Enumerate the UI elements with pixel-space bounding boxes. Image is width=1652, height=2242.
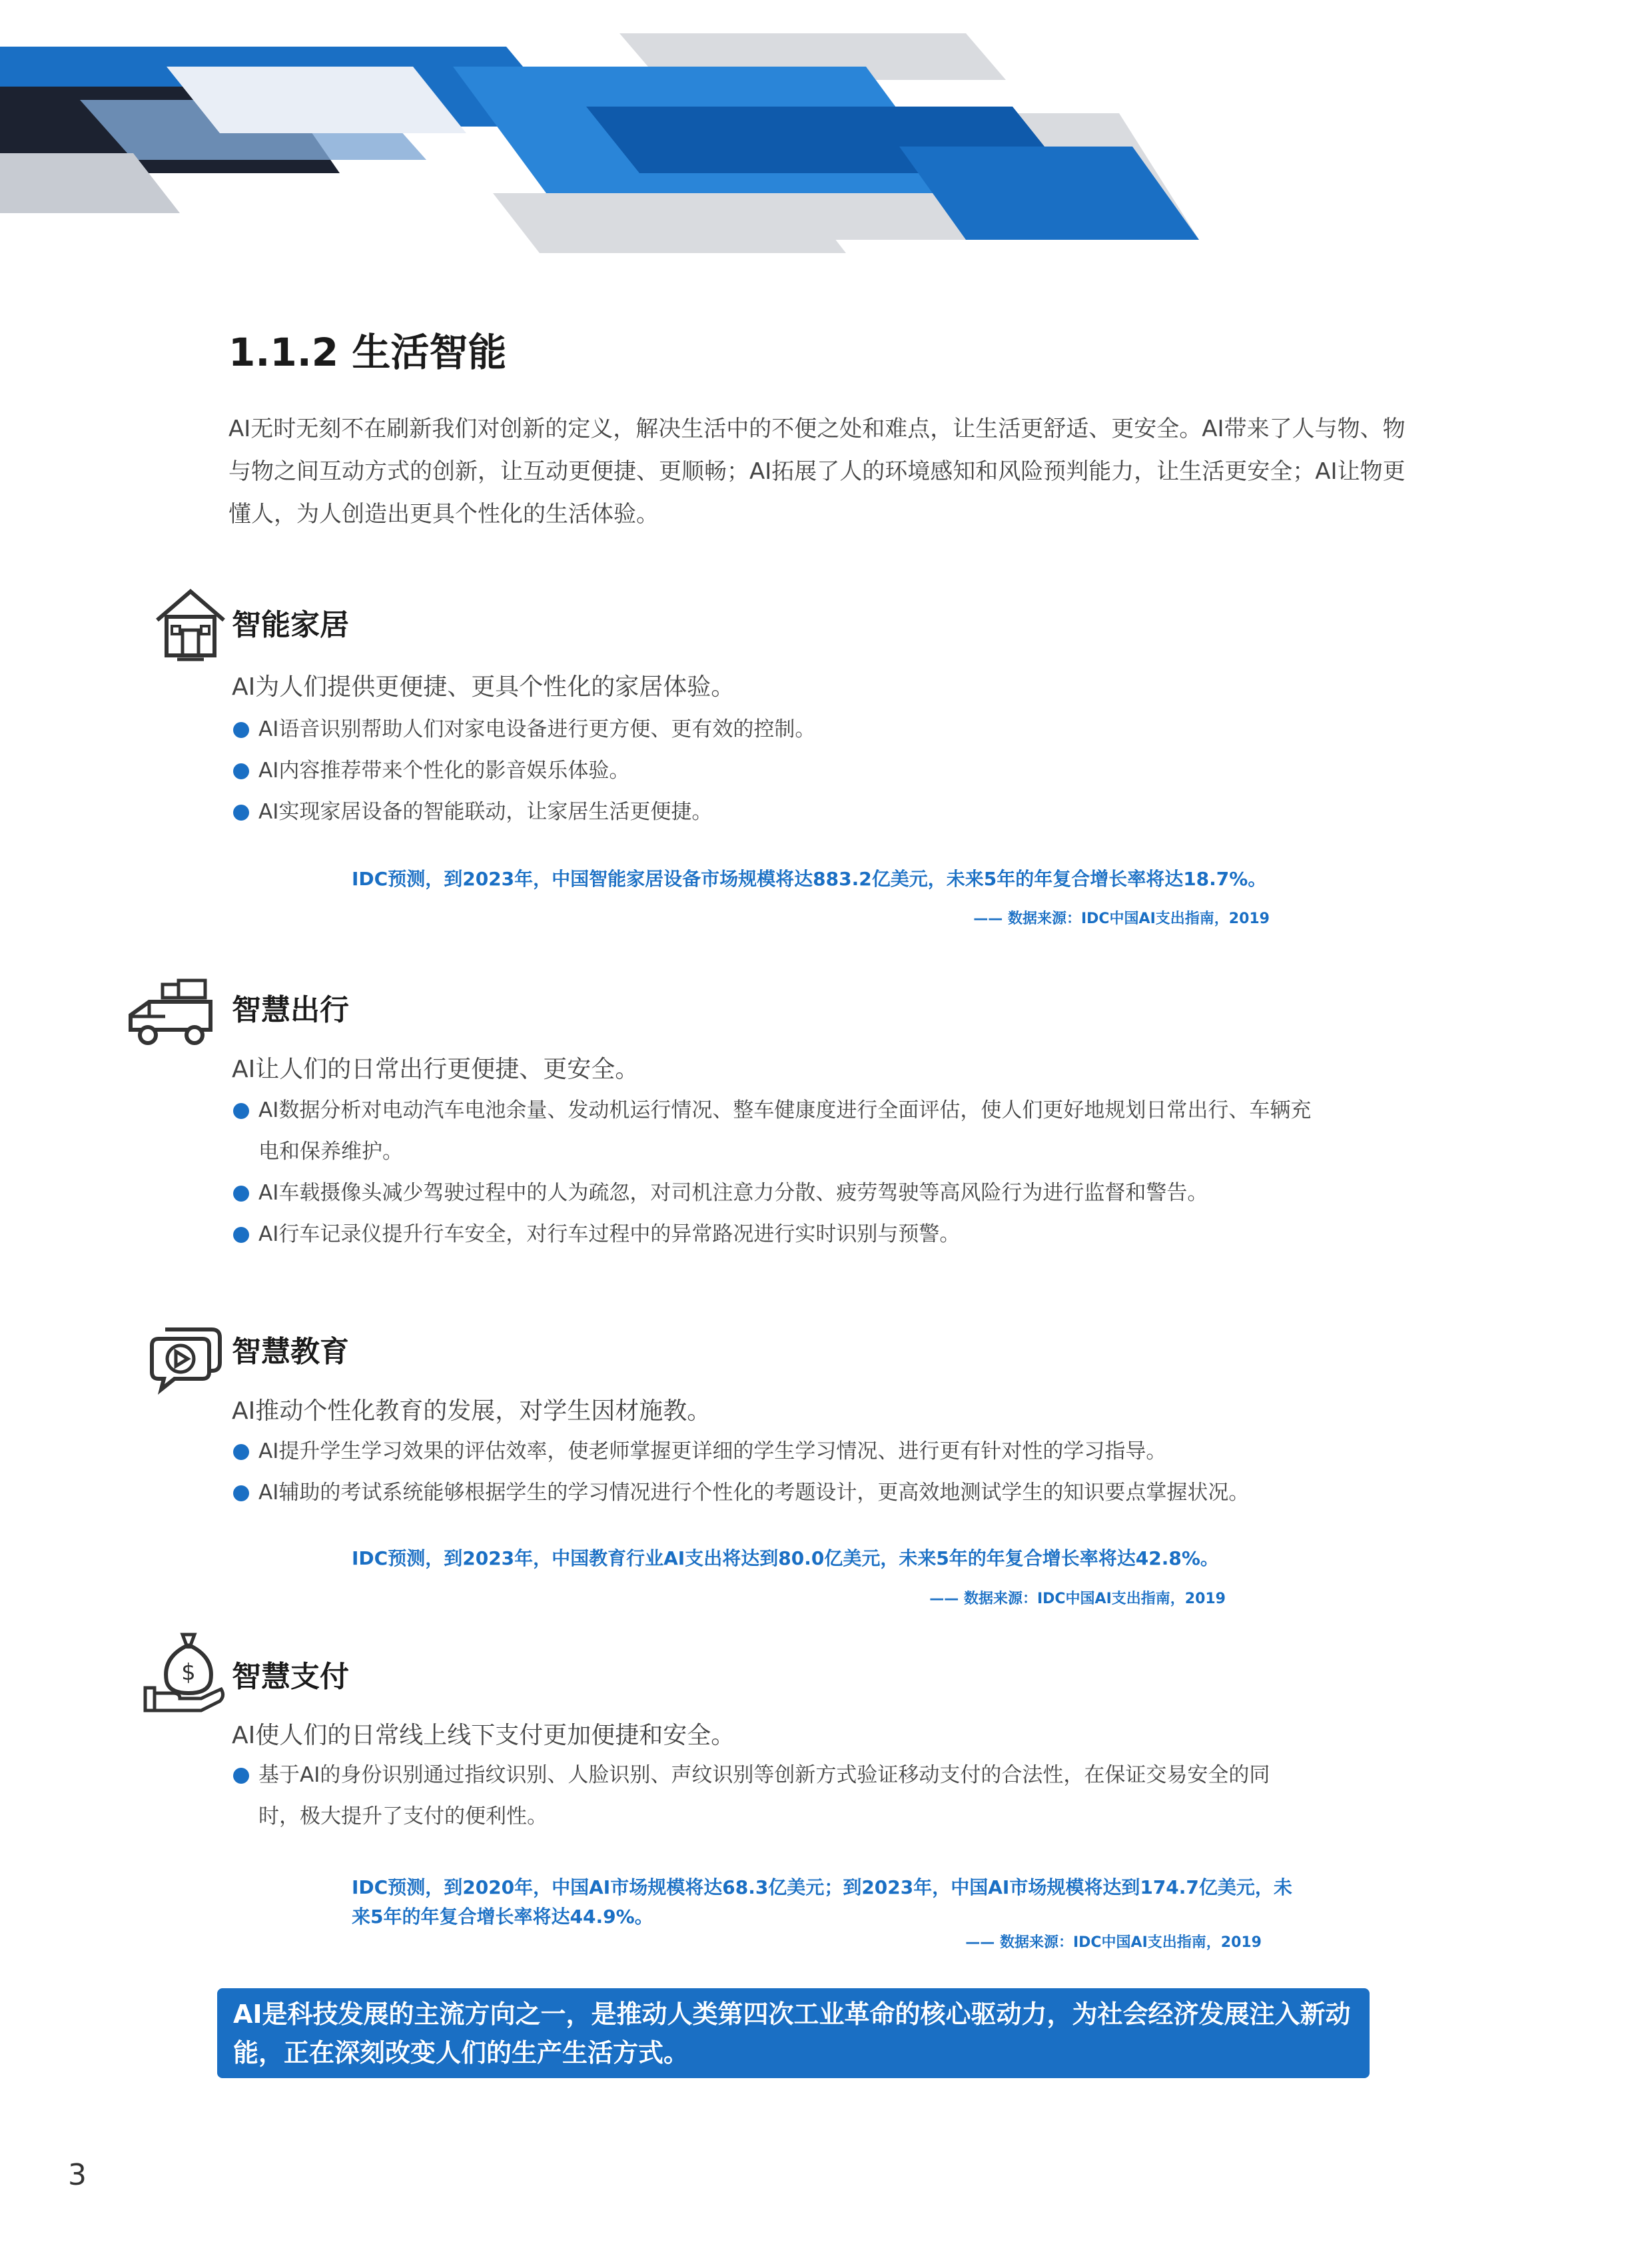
bullet-dot: [233, 1227, 249, 1243]
idc-forecast: IDC预测，到2023年，中国教育行业AI支出将达到80.0亿美元，未来5年的年复合增长率将达42.8%。: [352, 1547, 1219, 1569]
data-source: —— 数据来源：IDC中国AI支出指南，2019: [965, 1934, 1262, 1951]
list-item: AI实现家居设备的智能联动，让家居生活更便捷。: [232, 791, 1364, 833]
video-chat-icon: [145, 1316, 225, 1396]
section-lead: AI推动个性化教育的发展，对学生因材施教。: [232, 1397, 711, 1425]
list-item: AI数据分析对电动汽车电池余量、发动机运行情况、整车健康度进行全面评估，使人们更好地规划日常出行、车辆充电和保养维护。: [232, 1090, 1324, 1172]
house-icon: [151, 583, 230, 663]
list-item: AI提升学生学习效果的评估效率，使老师掌握更详细的学生学习情况、进行更有针对性的学习指导。: [232, 1431, 1364, 1472]
list-item: AI车载摄像头减少驾驶过程中的人为疏忽，对司机注意力分散、疲劳驾驶等高风险行为进行监督和警告。: [232, 1172, 1324, 1214]
section-title-smart-education: 智慧教育: [232, 1335, 349, 1369]
list-item: AI语音识别帮助人们对家电设备进行更方便、更有效的控制。: [232, 709, 1364, 750]
data-source: —— 数据来源：IDC中国AI支出指南，2019: [929, 1591, 1226, 1607]
section-lead: AI让人们的日常出行更便捷、更安全。: [232, 1056, 639, 1083]
bullet-dot: [233, 1485, 249, 1501]
bullet-dot: [233, 1186, 249, 1202]
bullet-list: [232, 709, 1364, 833]
section-title-smart-home: 智能家居: [232, 608, 349, 642]
section-title-smart-payment: 智慧支付: [232, 1660, 349, 1694]
page-number: 3: [68, 2158, 87, 2192]
idc-forecast: IDC预测，到2020年，中国AI市场规模将达68.3亿美元；到2023年，中国AI市场规模将达到174.7亿美元，未来5年的年复合增长率将达44.9%。: [352, 1876, 1292, 1928]
bullet-dot: [233, 722, 249, 738]
list-item: AI辅助的考试系统能够根据学生的学习情况进行个性化的考题设计，更高效地测试学生的知识要点掌握状况。: [232, 1472, 1364, 1513]
bullet-dot: [233, 1768, 249, 1784]
intro-paragraph: AI无时无刻不在刷新我们对创新的定义，解决生活中的不便之处和难点，让生活更舒适、更安全。AI带来了人与物、物与物之间互动方式的创新，让互动更便捷、更顺畅；AI拓展了人的环境感知和风险预判能力，让生活更安全；AI让物更懂人，为人创造出更具个性化的生活体验。: [228, 416, 1406, 528]
bullet-list: [232, 1754, 1298, 1837]
list-item: AI内容推荐带来个性化的影音娱乐体验。: [232, 750, 1364, 791]
list-item: AI行车记录仪提升行车安全，对行车过程中的异常路况进行实时识别与预警。: [232, 1214, 1324, 1255]
section-title: 1.1.2 生活智能: [228, 330, 507, 375]
bullet-dot: [233, 805, 249, 821]
money-bag-hand-icon: [141, 1629, 228, 1716]
list-item: 基于AI的身份识别通过指纹识别、人脸识别、声纹识别等创新方式验证移动支付的合法性，在保证交易安全的同时，极大提升了支付的便利性。: [232, 1754, 1298, 1837]
svg-text:$: $: [181, 1659, 196, 1686]
header-banner: [0, 0, 1199, 266]
bullet-dot: [233, 763, 249, 779]
bullet-list: [232, 1090, 1324, 1255]
bullet-list: [232, 1431, 1364, 1513]
section-lead: AI为人们提供更便捷、更具个性化的家居体验。: [232, 673, 735, 701]
bullet-dot: [233, 1103, 249, 1119]
summary-callout: AI是科技发展的主流方向之一，是推动人类第四次工业革命的核心驱动力，为社会经济发展注入新动能，正在深刻改变人们的生产生活方式。: [217, 1988, 1370, 2078]
truck-icon: [125, 975, 218, 1055]
section-lead: AI使人们的日常线上线下支付更加便捷和安全。: [232, 1722, 735, 1749]
bullet-dot: [233, 1444, 249, 1460]
idc-forecast: IDC预测，到2023年，中国智能家居设备市场规模将达883.2亿美元，未来5年的年复合增长率将达18.7%。: [352, 868, 1267, 890]
data-source: —— 数据来源：IDC中国AI支出指南，2019: [973, 911, 1270, 927]
section-title-smart-mobility: 智慧出行: [232, 993, 349, 1027]
